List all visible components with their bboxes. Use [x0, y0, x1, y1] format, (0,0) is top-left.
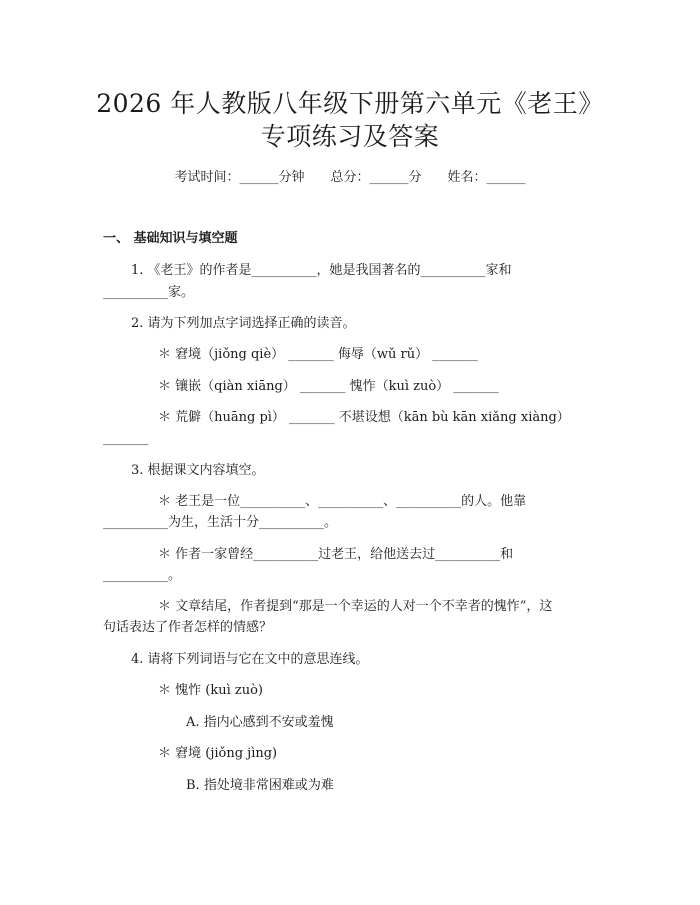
question-2-item-3-cont: _______ [103, 431, 149, 446]
question-4-stem: 4. 请将下列词语与它在文中的意思连线。 [131, 652, 369, 667]
document-title-line-1: 2026 年人教版八年级下册第六单元《老王》 [96, 89, 604, 118]
question-4-option-a: A. 指内心感到不安或羞愧 [186, 715, 334, 730]
question-3-stem: 3. 根据课文内容填空。 [131, 463, 265, 478]
question-3-item-3-line-1: ＊ 文章结尾，作者提到“那是一个幸运的人对一个不幸者的愧怍”，这 [158, 599, 553, 614]
question-4-item-2: ＊ 窘境 (jiǒng jìng) [158, 746, 278, 761]
question-4-option-b: B. 指处境非常困难或为难 [186, 778, 334, 793]
section-heading: 一、 基础知识与填空题 [103, 231, 238, 246]
question-2-item-1: ＊ 窘境（jiǒng qiè） _______ 侮辱（wǔ rǔ） _______ [158, 347, 478, 362]
question-1-line-2: __________家。 [103, 285, 195, 300]
question-2-item-3: ＊ 荒僻（huāng pì） _______ 不堪设想（kān bù kān xiǎng xiàng） [158, 410, 570, 425]
question-3-item-1-line-1: ＊ 老王是一位__________、__________、__________的人。他靠 [158, 494, 527, 509]
question-2-item-2: ＊ 镶嵌（qiàn xiāng） _______ 愧怍（kuì zuò） _______ [158, 379, 499, 394]
exam-time: 考试时间：______分钟 [174, 170, 305, 185]
question-3-item-2-line-2: __________。 [103, 568, 182, 583]
question-3-item-3-line-2: 句话表达了作者怎样的情感？ [103, 620, 273, 635]
question-2-stem: 2. 请为下列加点字词选择正确的读音。 [131, 316, 356, 331]
exam-meta [0, 169, 700, 187]
question-1-line-1: 1. 《老王》的作者是__________，她是我国著名的__________家和 [131, 263, 512, 278]
exam-total-score: 总分：______分 [330, 170, 422, 185]
question-3-item-2-line-1: ＊ 作者一家曾经__________过老王，给他送去过__________和 [158, 547, 514, 562]
question-4-item-1: ＊ 愧怍 (kuì zuò) [158, 683, 263, 698]
exam-student-name: 姓名：______ [447, 170, 526, 185]
document-title-line-2: 专项练习及答案 [260, 122, 440, 151]
question-3-item-1-line-2: __________为生，生活十分__________。 [103, 515, 338, 530]
